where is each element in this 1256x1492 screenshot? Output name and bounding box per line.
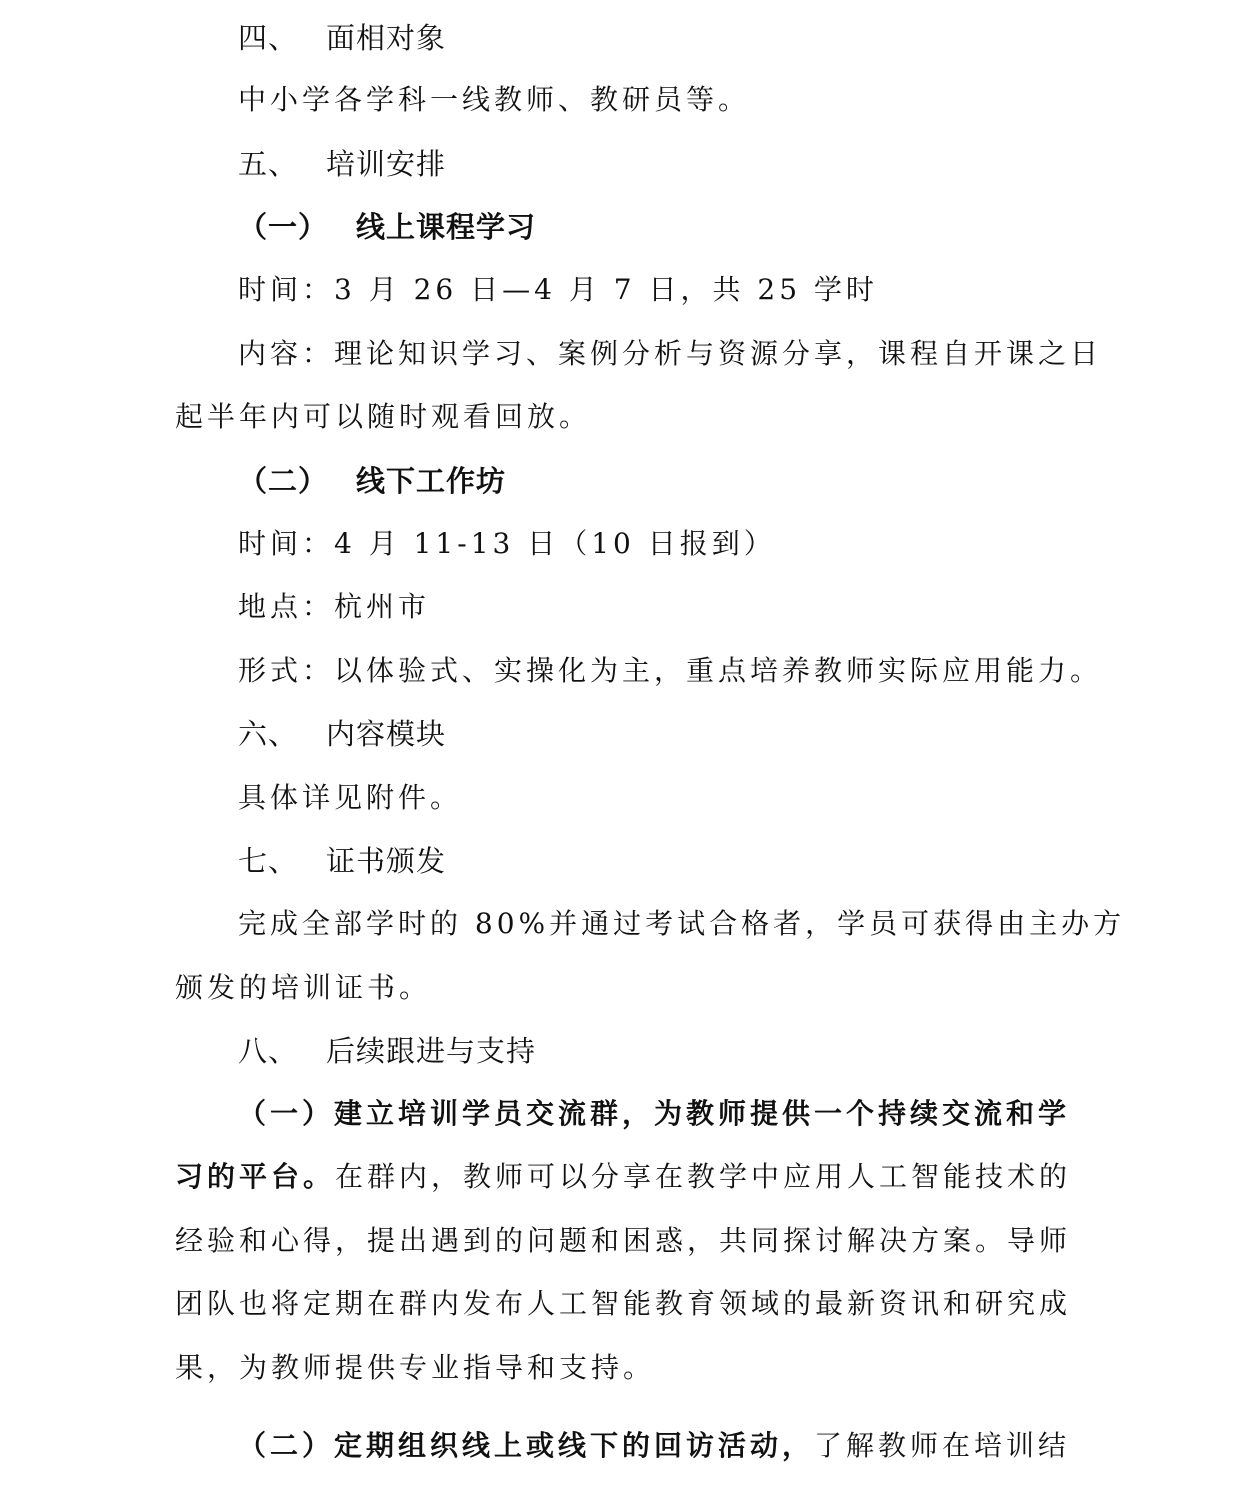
followup-item2-rest: 了解教师在培训结	[814, 1429, 1071, 1462]
followup-item1-line4: 团队也将定期在群内发布人工智能教育领域的最新资讯和研究成	[175, 1287, 1072, 1320]
subsection-5-2-heading	[238, 461, 506, 501]
workshop-time: 时间：4 月 11-13 日（10 日报到）	[238, 527, 776, 560]
online-course-content-line1: 内容：理论知识学习、案例分析与资源分享，课程自开课之日	[238, 337, 1103, 370]
followup-item1-line3: 经验和心得，提出遇到的问题和困惑，共同探讨解决方案。导师	[175, 1224, 1072, 1257]
section-6-title: 内容模块	[326, 717, 447, 751]
followup-item2-line1	[238, 1426, 1070, 1466]
section-4-text: 中小学各学科一线教师、教研员等。	[238, 83, 751, 116]
online-course-time: 时间：3 月 26 日—4 月 7 日，共 25 学时	[238, 273, 878, 306]
section-8-title: 后续跟进与支持	[326, 1034, 537, 1068]
followup-item1-line5: 果，为教师提供专业指导和支持。	[175, 1351, 656, 1384]
section-4-number: 四、	[238, 21, 299, 55]
followup-item1-bold-part: 习的平台。	[175, 1160, 336, 1193]
section-7-heading	[238, 841, 446, 881]
section-4-heading	[238, 18, 446, 58]
online-course-content-line2: 起半年内可以随时观看回放。	[175, 400, 592, 433]
followup-item1-line2	[175, 1157, 1071, 1197]
section-6-text: 具体详见附件。	[238, 781, 463, 814]
workshop-form: 形式：以体验式、实操化为主，重点培养教师实际应用能力。	[238, 654, 1103, 687]
section-4-title: 面相对象	[326, 21, 447, 55]
section-5-number: 五、	[238, 147, 299, 181]
subsection-5-1-title: 线上课程学习	[356, 210, 537, 244]
section-8-heading	[238, 1031, 536, 1071]
section-6-number: 六、	[238, 717, 299, 751]
workshop-place: 地点：杭州市	[238, 590, 431, 623]
subsection-5-1-heading	[238, 207, 536, 247]
section-7-title: 证书颁发	[326, 844, 447, 878]
section-8-number: 八、	[238, 1034, 299, 1068]
section-6-heading	[238, 714, 446, 754]
subsection-5-2-number: （二）	[238, 464, 329, 498]
certificate-line1: 完成全部学时的 80%并通过考试合格者，学员可获得由主办方	[238, 907, 1126, 940]
followup-item1-line1: （一）建立培训学员交流群，为教师提供一个持续交流和学	[238, 1097, 1071, 1130]
subsection-5-1-number: （一）	[238, 210, 329, 244]
subsection-5-2-title: 线下工作坊	[356, 464, 507, 498]
followup-item1-rest: 在群内，教师可以分享在教学中应用人工智能技术的	[335, 1160, 1072, 1193]
followup-item2-bold-part: （二）定期组织线上或线下的回访活动，	[238, 1429, 815, 1462]
certificate-line2: 颁发的培训证书。	[175, 971, 432, 1004]
section-7-number: 七、	[238, 844, 299, 878]
section-5-heading	[238, 144, 446, 184]
section-5-title: 培训安排	[326, 147, 447, 181]
